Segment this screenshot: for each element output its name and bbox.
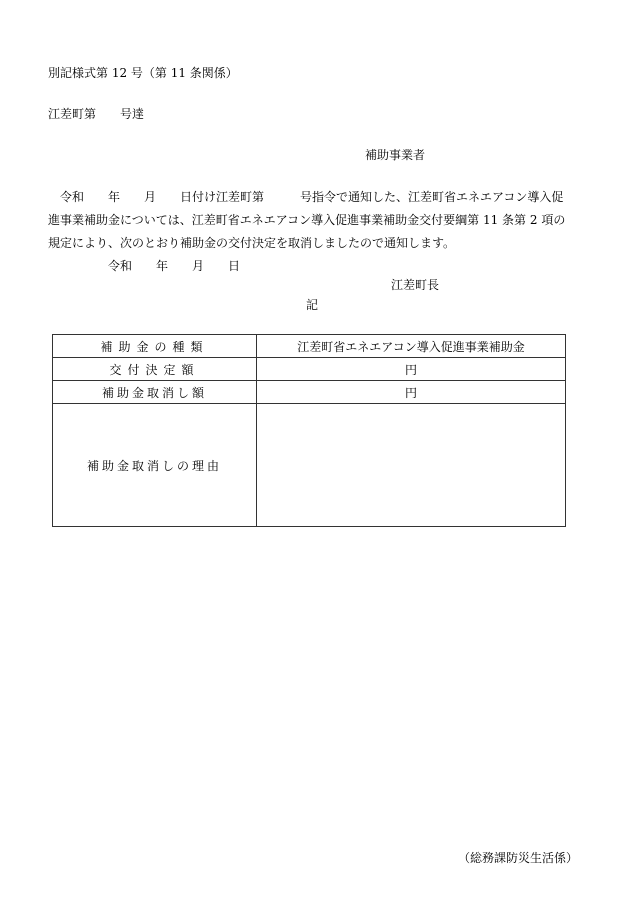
cancel-amount-value: 円 — [257, 381, 566, 404]
table-row — [53, 358, 566, 381]
issuer: 江差町長 — [391, 278, 440, 292]
table-row — [53, 404, 566, 527]
table-row — [53, 335, 566, 358]
cancel-reason-label: 補助金取消しの理由 — [53, 404, 257, 527]
cancel-reason-value — [257, 404, 566, 527]
department-footer: （総務課防災生活係） — [458, 851, 579, 865]
subsidy-table — [52, 334, 566, 527]
table-row — [53, 381, 566, 404]
grant-amount-label: 交付決定額 — [53, 358, 257, 381]
recipient: 補助事業者 — [365, 148, 426, 162]
subsidy-type-value: 江差町省エネエアコン導入促進事業補助金 — [257, 335, 566, 358]
document-number: 江差町第 号達 — [48, 107, 145, 121]
notice-body-line-1: 令和 年 月 日付け江差町第 号指令で通知した、江差町省エネエアコン導入促 — [48, 190, 564, 204]
subsidy-type-label: 補助金の種類 — [53, 335, 257, 358]
cancel-amount-label: 補助金取消し額 — [53, 381, 257, 404]
notice-body-line-3: 規定により、次のとおり補助金の交付決定を取消しましたので通知します。 — [48, 236, 456, 250]
grant-amount-value: 円 — [257, 358, 566, 381]
ki-marker: 記 — [306, 298, 319, 312]
form-number: 別記様式第 12 号（第 11 条関係） — [48, 66, 238, 80]
issue-date: 令和 年 月 日 — [108, 259, 241, 273]
notice-body-line-2: 進事業補助金については、江差町省エネエアコン導入促進事業補助金交付要綱第 11 条第 2 項の — [48, 213, 566, 227]
